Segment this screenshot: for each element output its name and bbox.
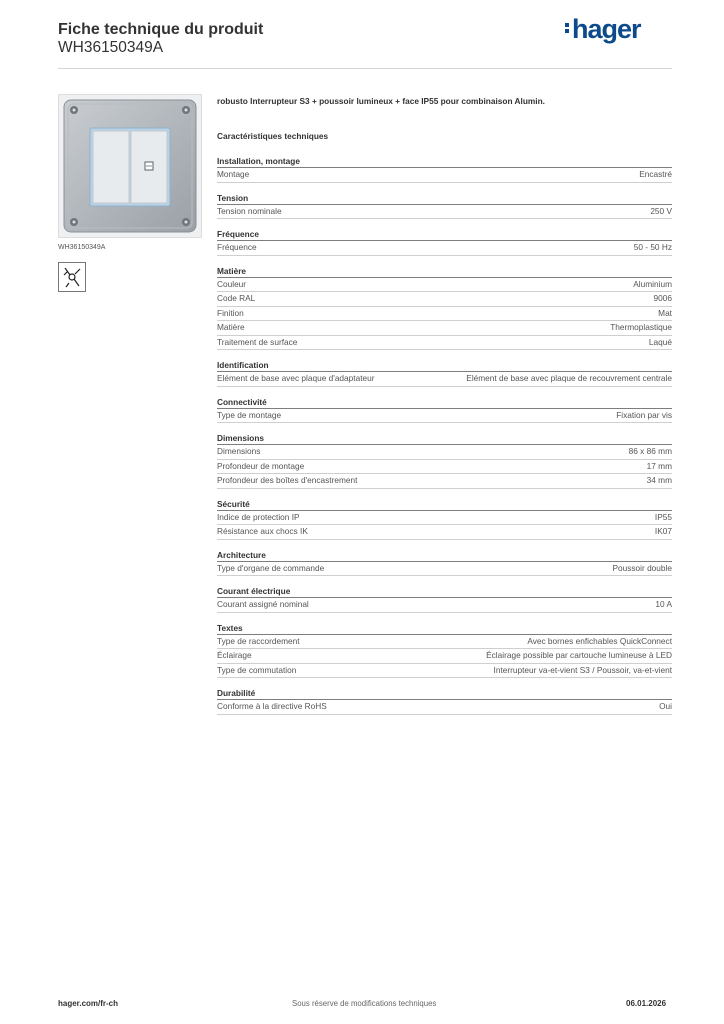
spec-section (217, 228, 672, 256)
section-title: Durabilité (217, 687, 672, 700)
logo-text: hager (572, 14, 641, 44)
section-title: Fréquence (217, 228, 672, 241)
spec-value: Interrupteur va-et-vient S3 / Poussoir, va-et-vient (493, 664, 672, 675)
spec-label: Couleur (217, 278, 247, 289)
spec-value: Mat (658, 307, 672, 318)
spec-value: 50 - 50 Hz (633, 242, 672, 252)
section-title: Identification (217, 359, 672, 372)
section-title: Dimensions (217, 432, 672, 445)
spec-label: Type de commutation (217, 664, 297, 675)
spec-label: Éclairage (217, 650, 252, 660)
spec-section (217, 498, 672, 540)
section-title: Installation, montage (217, 155, 672, 168)
spec-row (217, 168, 672, 183)
section-title: Connectivité (217, 396, 672, 409)
spec-section (217, 549, 672, 577)
spec-value: Poussoir double (612, 562, 672, 573)
spec-row (217, 474, 672, 489)
spec-row (217, 241, 672, 256)
footer-website: hager.com/fr-ch (58, 999, 119, 1008)
product-description: robusto Interrupteur S3 + poussoir lumineux + face IP55 pour combinaison Alumin. (217, 96, 545, 106)
spec-value: 17 mm (646, 460, 672, 471)
switch-product-illustration (59, 95, 201, 237)
wiring-symbol-icon (58, 262, 86, 292)
spec-value: Aluminium (633, 278, 672, 289)
spec-section (217, 396, 672, 424)
image-caption: WH36150349A (58, 244, 106, 251)
spec-value: IK07 (654, 526, 672, 536)
specs-table (217, 155, 672, 724)
spec-label: Résistance aux chocs IK (217, 526, 308, 536)
spec-label: Conforme à la directive RoHS (217, 701, 327, 711)
footer-notice: Sous réserve de modifications techniques (292, 999, 437, 1008)
spec-value: 86 x 86 mm (628, 446, 672, 456)
footer-date: 06.01.2026 (626, 999, 667, 1008)
section-title: Matière (217, 265, 672, 278)
spec-label: Type de montage (217, 409, 282, 420)
spec-value: 250 V (650, 205, 672, 216)
spec-section (217, 155, 672, 183)
spec-section (217, 622, 672, 679)
spec-value: Avec bornes enfichables QuickConnect (527, 635, 672, 646)
product-code: WH36150349A (58, 39, 164, 56)
spec-row (217, 372, 672, 387)
spec-label: Montage (217, 169, 250, 179)
spec-row (217, 460, 672, 475)
spec-label: Matière (217, 322, 245, 332)
spec-label: Traitement de surface (217, 336, 298, 347)
spec-row (217, 511, 672, 526)
spec-row (217, 205, 672, 220)
spec-value: Thermoplastique (610, 322, 672, 332)
spec-section (217, 432, 672, 489)
spec-value: Laqué (648, 336, 672, 347)
section-title: Textes (217, 622, 672, 635)
tech-heading: Caractéristiques techniques (217, 131, 329, 141)
section-title: Architecture (217, 549, 672, 562)
spec-section (217, 687, 672, 715)
spec-value: Fixation par vis (616, 409, 672, 420)
section-title: Courant électrique (217, 585, 672, 598)
spec-label: Indice de protection IP (217, 511, 300, 522)
spec-value: 34 mm (646, 475, 672, 485)
spec-row (217, 336, 672, 351)
spec-label: Courant assigné nominal (217, 599, 309, 609)
spec-row (217, 409, 672, 424)
spec-label: Fréquence (217, 242, 257, 252)
spec-label: Profondeur de montage (217, 460, 305, 471)
hager-logo (565, 14, 641, 45)
spec-row (217, 562, 672, 577)
spec-row (217, 664, 672, 679)
page-title: Fiche technique du produit (58, 21, 264, 38)
spec-label: Code RAL (217, 293, 256, 303)
spec-value: Oui (659, 701, 672, 711)
spec-row (217, 292, 672, 307)
spec-row (217, 635, 672, 650)
product-image (58, 94, 202, 238)
spec-value: Encastré (639, 169, 672, 179)
spec-label: Profondeur des boîtes d'encastrement (217, 475, 358, 485)
spec-section (217, 359, 672, 387)
spec-row (217, 525, 672, 540)
spec-row (217, 307, 672, 322)
spec-row (217, 649, 672, 664)
spec-row (217, 598, 672, 613)
spec-row (217, 321, 672, 336)
spec-label: Finition (217, 307, 244, 318)
header-divider (58, 68, 672, 69)
spec-value: IP55 (654, 511, 672, 522)
spec-row (217, 445, 672, 460)
spec-row (217, 278, 672, 293)
logo-dots-icon (565, 21, 570, 35)
spec-value: 9006 (653, 293, 672, 303)
section-title: Sécurité (217, 498, 672, 511)
spec-section (217, 585, 672, 613)
spec-label: Type d'organe de commande (217, 562, 325, 573)
spec-label: Elément de base avec plaque d'adaptateur (217, 373, 375, 383)
spec-value: Éclairage possible par cartouche lumineuse à LED (486, 650, 672, 660)
spec-label: Dimensions (217, 446, 261, 456)
spec-section (217, 265, 672, 351)
section-title: Tension (217, 192, 672, 205)
spec-row (217, 700, 672, 715)
spec-value: Elément de base avec plaque de recouvrement centrale (466, 373, 672, 383)
spec-value: 10 A (655, 599, 672, 609)
spec-label: Type de raccordement (217, 635, 300, 646)
spec-section (217, 192, 672, 220)
spec-label: Tension nominale (217, 205, 282, 216)
